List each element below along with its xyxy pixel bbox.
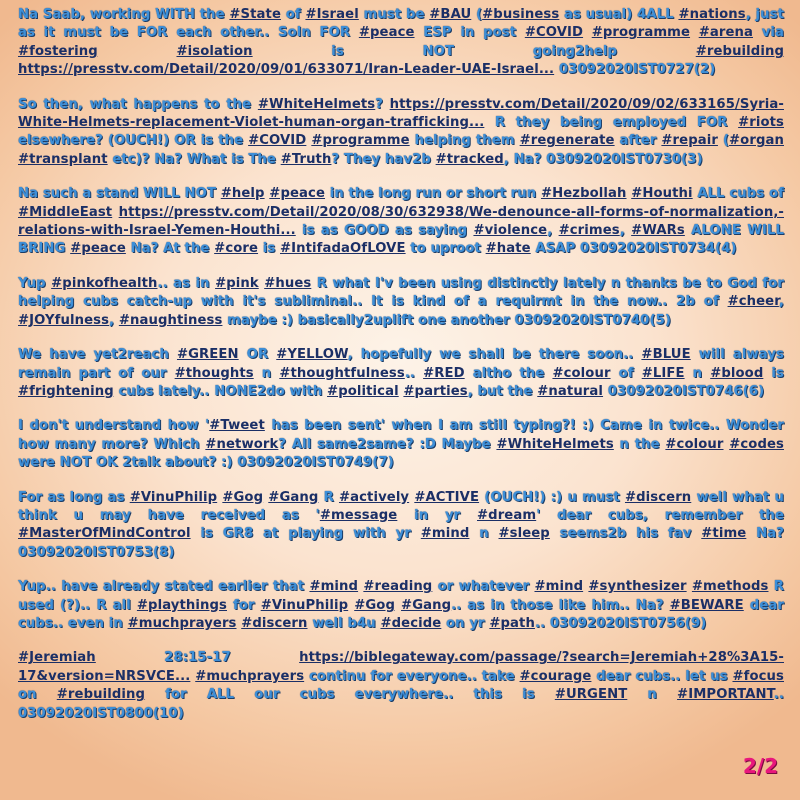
hashtag-link[interactable]: #frightening (18, 383, 114, 399)
hashtag-link[interactable]: #playthings (136, 597, 227, 613)
text-segment: Na Saab, working WITH the (18, 7, 230, 22)
text-page (18, 6, 784, 739)
hashtag-link[interactable]: #COVID (524, 25, 584, 41)
hashtag-link[interactable]: #mind (534, 579, 584, 595)
hashtag-link[interactable]: #time (701, 526, 747, 542)
text-segment: ( (471, 7, 483, 22)
text-segment: ASAP 03092020IST0734(4) (530, 241, 737, 257)
paragraph (18, 185, 784, 259)
text-segment: has been sent' when I am still typing?! :) Came in twice.. Wonder how many more? Which (18, 418, 784, 452)
hashtag-link[interactable]: #JOYfulness (18, 312, 110, 328)
hashtag-link[interactable]: #VinuPhilip (129, 489, 218, 505)
hashtag-link[interactable]: #pink (215, 275, 259, 291)
hashtag-link[interactable]: #political (327, 383, 399, 399)
text-segment: etc)? Na? What is The (107, 151, 281, 167)
text-segment: 03092020IST0727(2) (554, 62, 716, 78)
text-segment: Na? 03092020IST0753(8) (18, 526, 785, 560)
hashtag-link[interactable]: #message (319, 507, 398, 523)
hashtag-link[interactable]: #reading (363, 579, 433, 595)
text-segment: must be (358, 7, 430, 22)
hashtag-link[interactable]: #thoughts (174, 365, 254, 381)
text-segment: R (318, 489, 339, 505)
text-segment: n the (613, 436, 666, 452)
hashtag-link[interactable]: #thoughtfulness (279, 365, 405, 381)
paragraph (18, 578, 784, 633)
hashtag-link[interactable]: #Truth (280, 151, 332, 167)
hashtag-link[interactable]: #IntifadaOfLOVE (280, 241, 406, 257)
text-segment: 03092020IST0746(6) (603, 383, 765, 399)
hashtag-link[interactable]: #arena (698, 25, 753, 41)
text-segment: Na such a stand WILL NOT (18, 186, 221, 202)
hashtag-link[interactable]: #pinkofhealth (51, 275, 158, 291)
hashtag-link[interactable]: #parties (403, 383, 468, 399)
text-segment: , (619, 223, 632, 239)
text-segment: to uproot (405, 241, 486, 257)
hashtag-link[interactable]: #focus (732, 668, 784, 684)
hashtag-link[interactable]: #dream (477, 507, 537, 523)
hashtag-link[interactable]: #rebuilding (56, 687, 146, 703)
hashtag-link[interactable]: #Tweet (209, 418, 265, 434)
hashtag-link[interactable]: #colour (552, 365, 611, 381)
text-segment: well what u think u may have received as ' (18, 489, 784, 523)
text-segment: , hopefully we shall be there soon.. (347, 347, 642, 363)
text-segment: ? All same2same? :D Maybe (278, 436, 497, 452)
paragraph (18, 6, 784, 80)
hashtag-link[interactable]: #discern (241, 615, 308, 631)
text-segment: altho the (464, 365, 553, 381)
hashtag-link[interactable]: #hate (485, 241, 531, 257)
text-segment: 28:15-17 (95, 650, 300, 666)
text-segment: n (253, 365, 280, 381)
hashtag-link[interactable]: #muchprayers (127, 615, 237, 631)
url-link[interactable]: https://presstv.com/Detail/2020/08/30/632938/We-denounce-all-forms-of-normalization,-relations-with-Israel-Yemen-Houthi... (18, 204, 784, 239)
text-segment: , (109, 312, 119, 328)
text-segment: in the long run or short run (325, 186, 541, 202)
hashtag-link[interactable]: #core (214, 241, 259, 257)
text-segment: is GR8 at playing with yr (190, 526, 421, 542)
text-segment: n (627, 687, 678, 703)
text-segment: cubs lately.. NONE2do with (113, 383, 328, 399)
text-segment: n (469, 526, 499, 542)
hashtag-link[interactable]: #methods (691, 579, 769, 595)
text-segment: of (610, 365, 642, 381)
paragraph (18, 96, 784, 170)
text-segment: dear cubs.. let us (591, 668, 733, 684)
hashtag-link[interactable]: #business (482, 7, 560, 22)
text-segment: .. as in those like him.. Na? (451, 597, 670, 613)
text-segment: ( (717, 133, 730, 149)
text-segment: Yup (18, 275, 52, 291)
hashtag-link[interactable]: #Gang (401, 597, 452, 613)
hashtag-link[interactable]: #RED (423, 365, 465, 381)
text-segment: OR (238, 347, 277, 363)
hashtag-link[interactable]: #naughtiness (118, 312, 223, 328)
paragraph (18, 649, 784, 723)
hashtag-link[interactable]: #WhiteHelmets (496, 436, 614, 452)
hashtag-link[interactable]: #colour (665, 436, 724, 452)
hashtag-link[interactable]: #network (205, 436, 279, 452)
hashtag-link[interactable]: #fostering (18, 43, 98, 59)
hashtag-link[interactable]: #natural (537, 383, 604, 399)
hashtag-link[interactable]: #cheer (727, 294, 779, 310)
text-segment: continu for everyone.. take (304, 668, 520, 684)
text-segment: R used (?).. R all (18, 579, 785, 613)
text-segment: , just as it must be FOR each other.. Soln FOR (18, 7, 784, 41)
url-link[interactable]: https://biblegateway.com/passage/?search=Jeremiah+28%3A15-17&version=NRSVCE... (18, 650, 784, 684)
text-segment: .. 03092020IST0800(10) (18, 687, 785, 721)
text-segment: will always remain part of our (18, 347, 784, 381)
hashtag-link[interactable]: #WARs (631, 223, 685, 239)
text-segment: is (258, 241, 280, 257)
hashtag-link[interactable]: #Jeremiah (18, 650, 96, 666)
hashtag-link[interactable]: #COVID (248, 133, 307, 149)
hashtag-link[interactable]: #isolation (176, 43, 253, 59)
hashtag-link[interactable]: #synthesizer (588, 579, 687, 595)
text-segment: .. 03092020IST0756(9) (534, 615, 707, 631)
paragraph (18, 489, 784, 563)
hashtag-link[interactable]: #Israel (305, 7, 359, 22)
hashtag-link[interactable]: #MasterOfMindControl (18, 526, 191, 542)
text-segment: .. as in (157, 275, 216, 291)
hashtag-link[interactable]: #regenerate (519, 133, 615, 149)
hashtag-link[interactable]: #IMPORTANT (677, 687, 774, 703)
paragraph (18, 417, 784, 472)
hashtag-link[interactable]: #GREEN (176, 347, 239, 363)
text-segment: maybe :) basically2uplift one another 03092020IST0740(5) (222, 312, 671, 328)
hashtag-link[interactable]: #mind (309, 579, 359, 595)
hashtag-link[interactable]: #blood (710, 365, 764, 381)
hashtag-link[interactable]: #tracked (435, 151, 504, 167)
hashtag-link[interactable]: #peace (70, 241, 126, 257)
hashtag-link[interactable]: #help (220, 186, 265, 202)
text-segment: elsewhere? (OUCH!) OR is the (18, 133, 249, 149)
hashtag-link[interactable]: #programme (311, 133, 410, 149)
hashtag-link[interactable]: #riots (738, 115, 784, 131)
hashtag-link[interactable]: #programme (591, 25, 691, 41)
hashtag-link[interactable]: #BAU (429, 7, 472, 22)
hashtag-link[interactable]: #Hezbollah (540, 186, 627, 202)
hashtag-link[interactable]: #discern (624, 489, 692, 505)
hashtag-link[interactable]: #nations (678, 7, 746, 22)
text-segment: on (18, 687, 57, 703)
text-segment (583, 25, 592, 40)
hashtag-link[interactable]: #organ (729, 133, 784, 149)
text-segment: for (227, 597, 261, 613)
hashtag-link[interactable]: #BLUE (641, 347, 691, 363)
url-link[interactable]: https://presstv.com/Detail/2020/09/01/633071/Iran-Leader-UAE-Israel... (18, 62, 555, 78)
hashtag-link[interactable]: #YELLOW (276, 347, 348, 363)
text-segment: is NOT going2help (252, 43, 696, 59)
hashtag-link[interactable]: #WhiteHelmets (257, 96, 376, 112)
hashtag-link[interactable]: #transplant (18, 151, 108, 167)
paragraph (18, 346, 784, 401)
text-segment: as usual) 4ALL (559, 7, 679, 22)
hashtag-link[interactable]: #Gang (268, 489, 319, 505)
text-segment: , (778, 294, 784, 310)
hashtag-link[interactable]: #violence (473, 223, 548, 239)
text-segment: .. (404, 365, 424, 381)
hashtag-link[interactable]: #URGENT (554, 687, 628, 703)
text-segment: (OUCH!) :) u must (479, 489, 625, 505)
text-segment (690, 25, 699, 40)
text-segment: for ALL our cubs everywhere.. this is (145, 687, 555, 703)
hashtag-link[interactable]: #crimes (558, 223, 620, 239)
text-segment: ' dear cubs, remember the (536, 507, 785, 523)
hashtag-link[interactable]: #ACTIVE (414, 489, 480, 505)
hashtag-link[interactable]: #LIFE (641, 365, 685, 381)
text-segment: ALL cubs of (692, 186, 784, 202)
text-segment: ? (375, 96, 390, 112)
text-segment: ALONE WILL BRING (18, 223, 784, 257)
text-segment: via (753, 25, 784, 41)
hashtag-link[interactable]: #peace (358, 25, 415, 41)
hashtag-link[interactable]: #peace (269, 186, 325, 202)
text-segment: We have yet2reach (18, 347, 177, 363)
hashtag-link[interactable]: #MiddleEast (18, 204, 113, 220)
text-segment: or whatever (432, 579, 535, 595)
text-segment: ESP in post (414, 25, 525, 41)
text-segment: of (281, 7, 306, 22)
hashtag-link[interactable]: #repair (661, 133, 718, 149)
hashtag-link[interactable]: #BEWARE (669, 597, 744, 613)
text-segment: in yr (397, 507, 477, 523)
text-segment: on yr (441, 615, 490, 631)
hashtag-link[interactable]: #Houthi (631, 186, 693, 202)
hashtag-link[interactable]: #Gog (222, 489, 264, 505)
text-segment: I don't understand how ' (18, 418, 210, 434)
text-segment: were NOT OK 2talk about? :) 03092020IST0749(7) (18, 455, 394, 471)
url-link[interactable]: https://presstv.com/Detail/2020/09/02/633165/Syria-White-Helmets-replacement-Violet-human-organ-trafficking... (18, 96, 784, 131)
hashtag-link[interactable]: #mind (420, 526, 470, 542)
text-segment: n (684, 365, 711, 381)
hashtag-link[interactable]: #sleep (498, 526, 550, 542)
text-segment: ? They hav2b (331, 151, 436, 167)
hashtag-link[interactable]: #Gog (354, 597, 395, 613)
text-segment: So then, what happens to the (18, 96, 258, 112)
hashtag-link[interactable]: #path (489, 615, 535, 631)
text-segment: , (547, 223, 559, 239)
text-segment: seems2b his fav (549, 526, 702, 542)
hashtag-link[interactable]: #State (229, 7, 281, 22)
text-segment: , but the (467, 383, 538, 399)
paragraph (18, 275, 784, 330)
text-segment: R what I'v been using distinctly lately n thanks be to God for helping cubs catch-up with it's subliminal.. It is kind of a requirmt in the now.. 2b of (18, 275, 784, 310)
text-segment (98, 44, 177, 59)
hashtag-link[interactable]: #decide (380, 615, 442, 631)
hashtag-link[interactable]: #hues (264, 275, 312, 291)
text-segment: R they being employed FOR (484, 115, 739, 131)
text-segment: is as GOOD as saying (295, 223, 474, 239)
text-segment: helping them (409, 133, 520, 149)
hashtag-link[interactable]: #actively (338, 489, 410, 505)
hashtag-link[interactable]: #muchprayers (195, 668, 305, 684)
hashtag-link[interactable]: #rebuilding (695, 43, 784, 59)
hashtag-link[interactable]: #courage (519, 668, 592, 684)
hashtag-link[interactable]: #VinuPhilip (260, 597, 349, 613)
text-segment: For as long as (18, 489, 130, 505)
text-segment: after (614, 133, 662, 149)
text-segment: Yup.. have already stated earlier that (18, 579, 310, 595)
hashtag-link[interactable]: #codes (729, 436, 784, 452)
text-segment: Na? At the (125, 241, 215, 257)
text-segment: dear cubs.. even in (18, 597, 784, 631)
text-segment: is (763, 365, 784, 381)
page-number: 2/2 (742, 754, 778, 778)
text-segment: well b4u (307, 615, 381, 631)
text-segment: , Na? 03092020IST0730(3) (503, 151, 703, 167)
